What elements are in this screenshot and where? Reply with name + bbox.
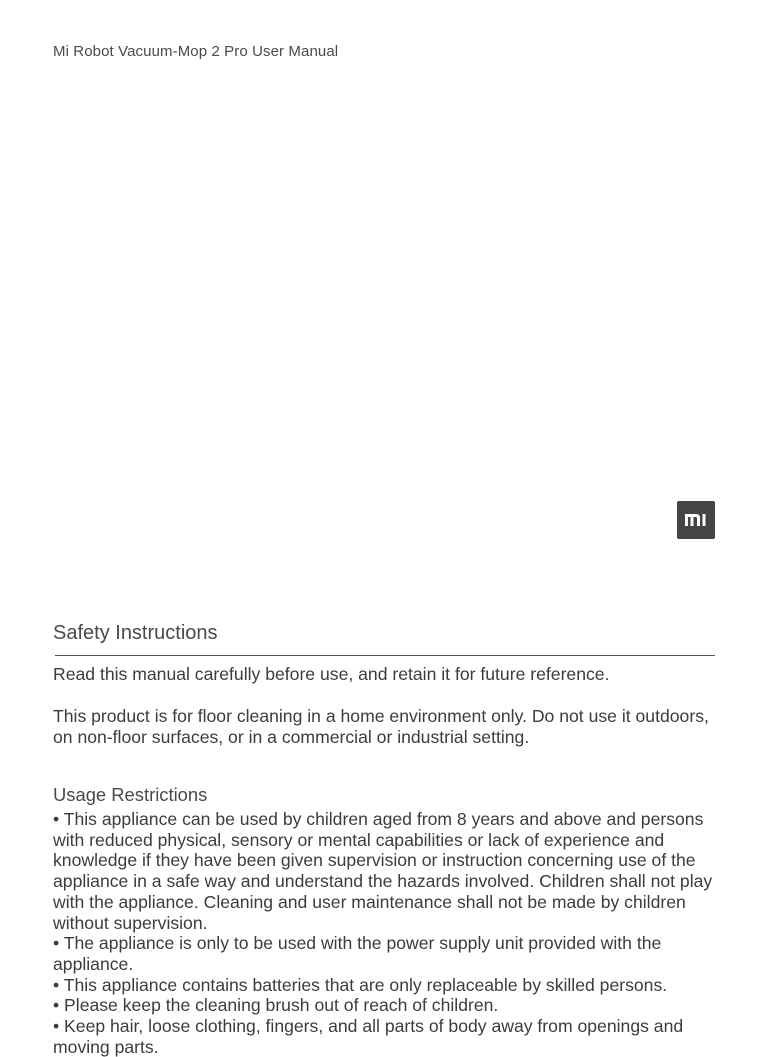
list-item: • Keep hair, loose clothing, fingers, and all parts of body away from openings and moving parts. [53,1016,684,1057]
usage-restrictions-heading: Usage Restrictions [53,784,208,805]
list-item: • The appliance is only to be used with the power supply unit provided with the appliance. [53,933,662,974]
list-item: • This appliance contains batteries that are only replaceable by skilled persons. [53,974,668,995]
usage-restrictions-list [53,809,721,1057]
safety-paragraph: Read this manual carefully before use, and retain it for future reference. [53,664,610,684]
mi-logo-glyph [683,511,709,529]
section-divider [55,655,715,656]
safety-paragraph: This product is for floor cleaning in a home environment only. Do not use it outdoors, on non-floor surfaces, or in a commercial or industrial setting. [53,706,709,747]
safety-instructions-heading: Safety Instructions [53,622,218,644]
list-item: • This appliance can be used by children aged from 8 years and above and persons with reduced physical, sensory or mental capabilities or lack of experience and knowledge if they have been given supervision or instruction concerning use of the appliance in a safe way and understand the hazards involved. Children shall not play with the appliance. Cleaning and user maintenance shall not be made by children without supervision. [53,809,713,933]
list-item: • Please keep the cleaning brush out of reach of children. [53,995,499,1016]
document-title: Mi Robot Vacuum-Mop 2 Pro User Manual [53,43,339,60]
mi-logo-icon [677,501,715,539]
